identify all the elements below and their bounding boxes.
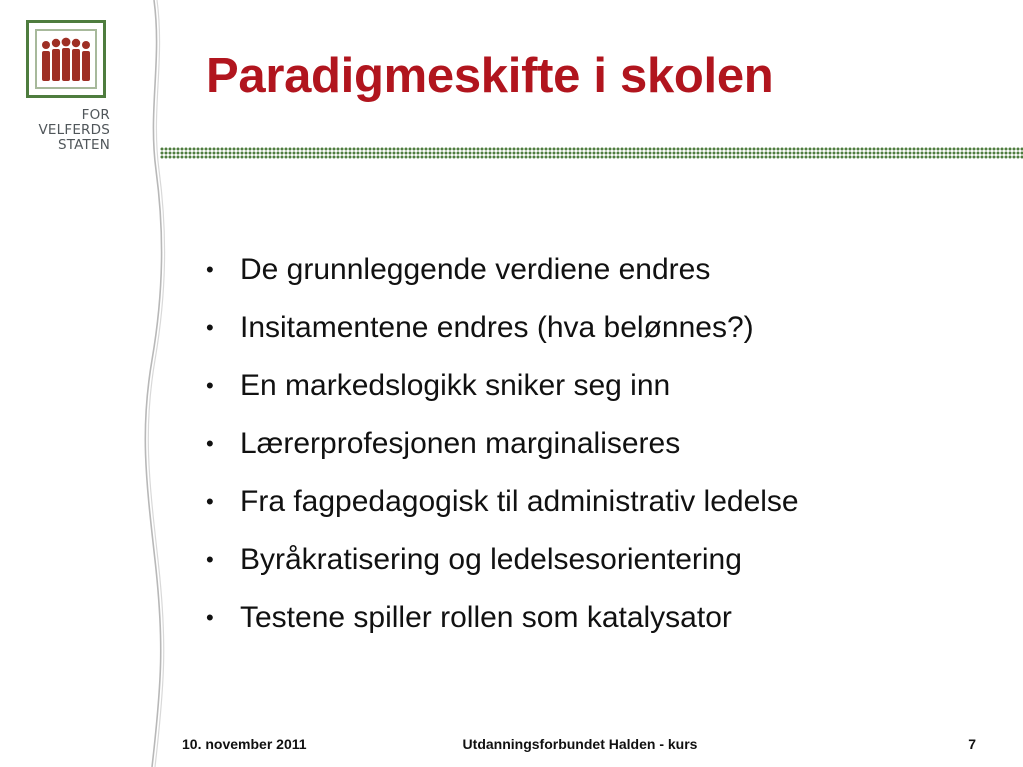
logo-line: VELFERDS — [38, 122, 110, 138]
logo-frame — [26, 20, 106, 98]
list-item: • Byråkratisering og ledelsesorientering — [206, 543, 742, 576]
list-item: • Insitamentene endres (hva belønnes?) — [206, 311, 754, 344]
list-item: • Lærerprofesjonen marginaliseres — [206, 427, 681, 460]
logo — [24, 18, 114, 168]
list-item: • En markedslogikk sniker seg inn — [206, 369, 671, 402]
logo-line: STATEN — [57, 137, 110, 153]
logo-line: FOR — [81, 107, 110, 123]
logo-text — [24, 108, 110, 153]
slide-title: Paradigmeskifte i skolen — [206, 49, 774, 103]
people-icon — [29, 23, 103, 95]
bullet-list — [206, 241, 986, 647]
title-divider — [160, 143, 1023, 161]
list-item: • De grunnleggende verdiene endres — [206, 253, 711, 286]
footer-center-text: Utdanningsforbundet Halden - kurs — [462, 736, 698, 752]
list-item: • Fra fagpedagogisk til administrativ ledelse — [206, 485, 799, 518]
list-item: • Testene spiller rollen som katalysator — [206, 601, 732, 634]
footer-date: 10. november 2011 — [182, 736, 307, 752]
wavy-border — [140, 0, 170, 767]
page-number: 7 — [968, 736, 976, 752]
